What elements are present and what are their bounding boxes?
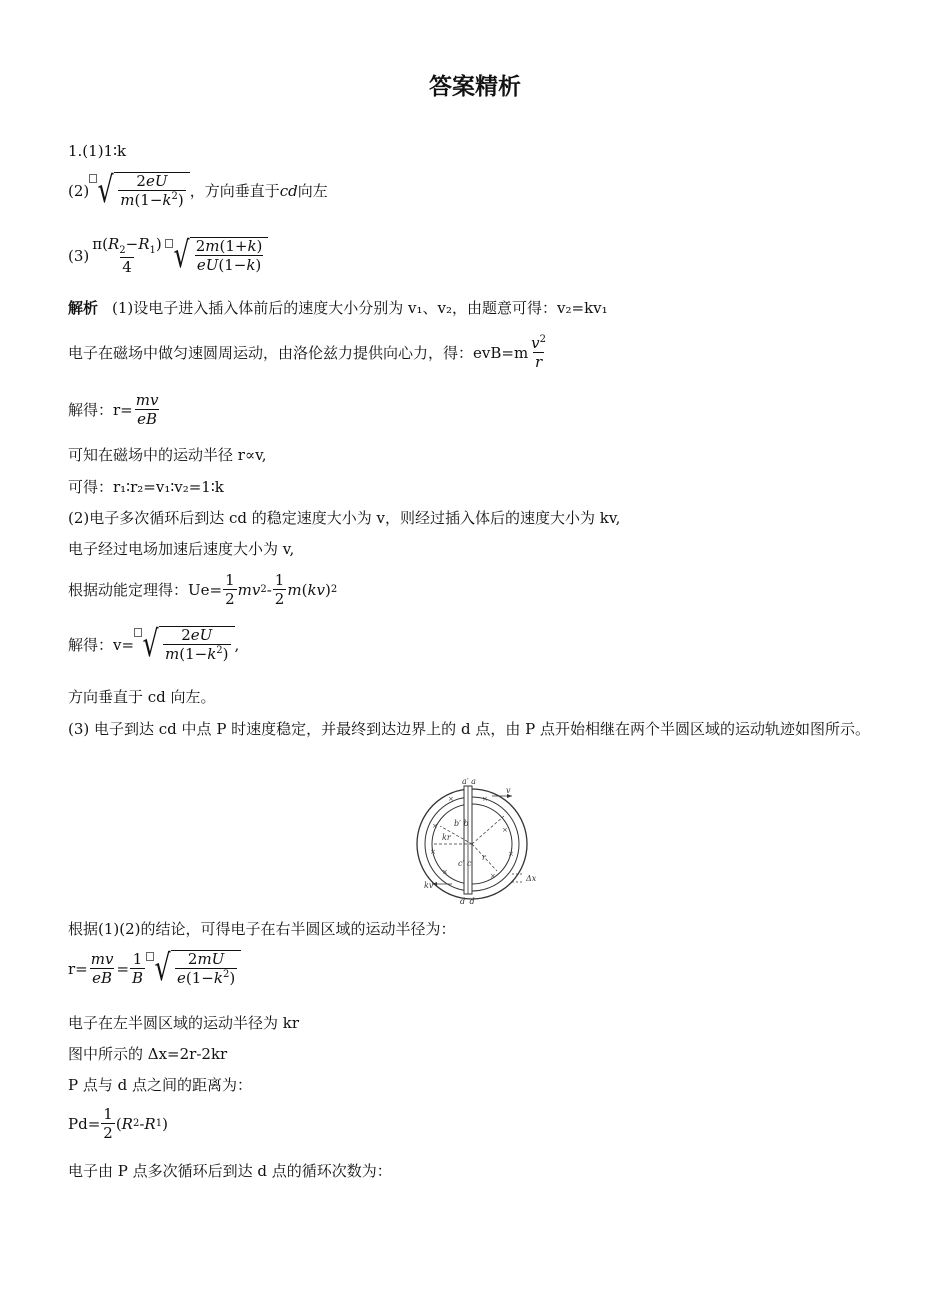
analysis-line-1: [68, 299, 608, 317]
svg-text:×: ×: [508, 850, 514, 858]
analysis-text: 根据动能定理得：Ue=: [68, 581, 223, 600]
label-kv: kv: [424, 881, 434, 890]
answer-2-end: 向左: [297, 181, 328, 200]
analysis-label: 解析: [68, 299, 99, 317]
analysis-text: 可得：r₁∶r₂=v₁∶v₂=1∶k: [68, 478, 224, 496]
analysis-line-8: 根据动能定理得：Ue= $\frac{1}{2}$ mv 2 - $\frac{1}{2}$ m ( kv ) 2: [68, 571, 338, 609]
label-r: r: [482, 853, 486, 862]
analysis-text: (1)设电子进入插入体前后的速度大小分别为 v₁、v₂，由题意可得：v₂=kv₁: [112, 299, 608, 317]
circuit-figure: [412, 776, 552, 908]
analysis-line-11: (3) 电子到达 cd 中点 P 时速度稳定，并最终到达边界上的 d 点，由 P 点开始相继在两个半圆区域的运动轨迹如图所示。: [68, 720, 870, 738]
svg-text:×: ×: [490, 872, 496, 880]
answer-2: [68, 169, 328, 211]
analysis-text: P 点与 d 点之间的距离为：: [68, 1076, 253, 1094]
analysis-line-9: 解得：v= √ $\frac{2eU}{m(1-k^2)}$ ,: [68, 623, 240, 665]
svg-text:×: ×: [448, 795, 454, 803]
analysis-text: (2)电子多次循环后到达 cd 的稳定速度大小为 v，则经过插入体后的速度大小为 kv,: [68, 509, 621, 527]
analysis-line-5: [68, 478, 224, 496]
analysis-text: 解得：v=: [68, 635, 135, 654]
page-title: 答案精析: [429, 74, 521, 100]
svg-text:×: ×: [432, 822, 438, 830]
analysis-line-2: 电子在磁场中做匀速圆周运动，由洛伦兹力提供向心力，得：evB=m $\frac{v^2}{r}$: [68, 334, 547, 372]
analysis-line-10: [68, 688, 216, 706]
analysis-text: r=: [68, 959, 88, 978]
sqrt-formula: √ $\frac{2eU}{m(1-k^2)}$: [89, 172, 189, 209]
analysis-line-3: 解得：r= $\frac{mv}{eB}$: [68, 391, 159, 429]
fraction-formula: $\frac{\pi(R_2-R_1)}{4}$: [92, 235, 162, 276]
answer-3: [68, 236, 268, 276]
analysis-text: 方向垂直于 cd 向左。: [68, 688, 216, 706]
analysis-text: 根据(1)(2)的结论，可得电子在右半圆区域的运动半径为：: [68, 920, 456, 938]
answer-3-prefix: (3): [68, 246, 90, 265]
analysis-line-7: [68, 540, 294, 558]
analysis-text: 电子在左半圆区域的运动半径为 kr: [68, 1014, 300, 1032]
analysis-text: Pd=: [68, 1115, 101, 1134]
analysis-line-14: [68, 1014, 299, 1032]
analysis-text: 电子由 P 点多次循环后到达 d 点的循环次数为：: [68, 1162, 392, 1180]
label-v: v: [506, 786, 511, 795]
analysis-line-18: [68, 1162, 392, 1180]
answer-2-cd: cd: [279, 181, 298, 200]
analysis-line-6: [68, 509, 620, 527]
analysis-text: 电子在磁场中做匀速圆周运动，由洛伦兹力提供向心力，得：evB=m: [68, 343, 529, 362]
analysis-line-15: [68, 1045, 227, 1063]
analysis-text: 解得：r=: [68, 401, 133, 420]
svg-text:×: ×: [502, 826, 508, 834]
label-c: c′ c: [458, 859, 472, 868]
answer-1: [68, 142, 126, 160]
sqrt-formula: √ $\frac{2m(1+k)}{eU(1-k)}$: [165, 237, 269, 274]
analysis-line-17: Pd= $\frac{1}{2}$ ( R 2 - R 1 ): [68, 1105, 168, 1143]
svg-text:×: ×: [442, 868, 448, 876]
analysis-line-12: [68, 920, 456, 938]
answer-2-suffix: ，方向垂直于: [189, 181, 280, 200]
label-kr: kr: [442, 833, 451, 842]
label-top: a′ a: [462, 777, 476, 786]
analysis-text: 图中所示的 Δx=2r-2kr: [68, 1045, 228, 1063]
label-bottom: d′ d: [460, 897, 475, 906]
analysis-line-13: r= $\frac{mv}{eB}$ = $\frac{1}{B}$ √ $\frac{2mU}{e(1-k^2)}$: [68, 950, 241, 987]
answer-1-text: 1.(1)1∶k: [68, 142, 127, 160]
label-dx: Δx: [526, 874, 537, 883]
analysis-text: 电子经过电场加速后速度大小为 v,: [68, 540, 295, 558]
label-b: b′ b: [454, 819, 469, 828]
analysis-line-16: [68, 1076, 252, 1094]
answer-2-prefix: (2): [68, 181, 90, 200]
svg-text:×: ×: [430, 848, 436, 856]
svg-text:×: ×: [482, 795, 488, 803]
analysis-line-4: [68, 446, 267, 464]
analysis-text: 可知在磁场中的运动半径 r∝v,: [68, 446, 267, 464]
